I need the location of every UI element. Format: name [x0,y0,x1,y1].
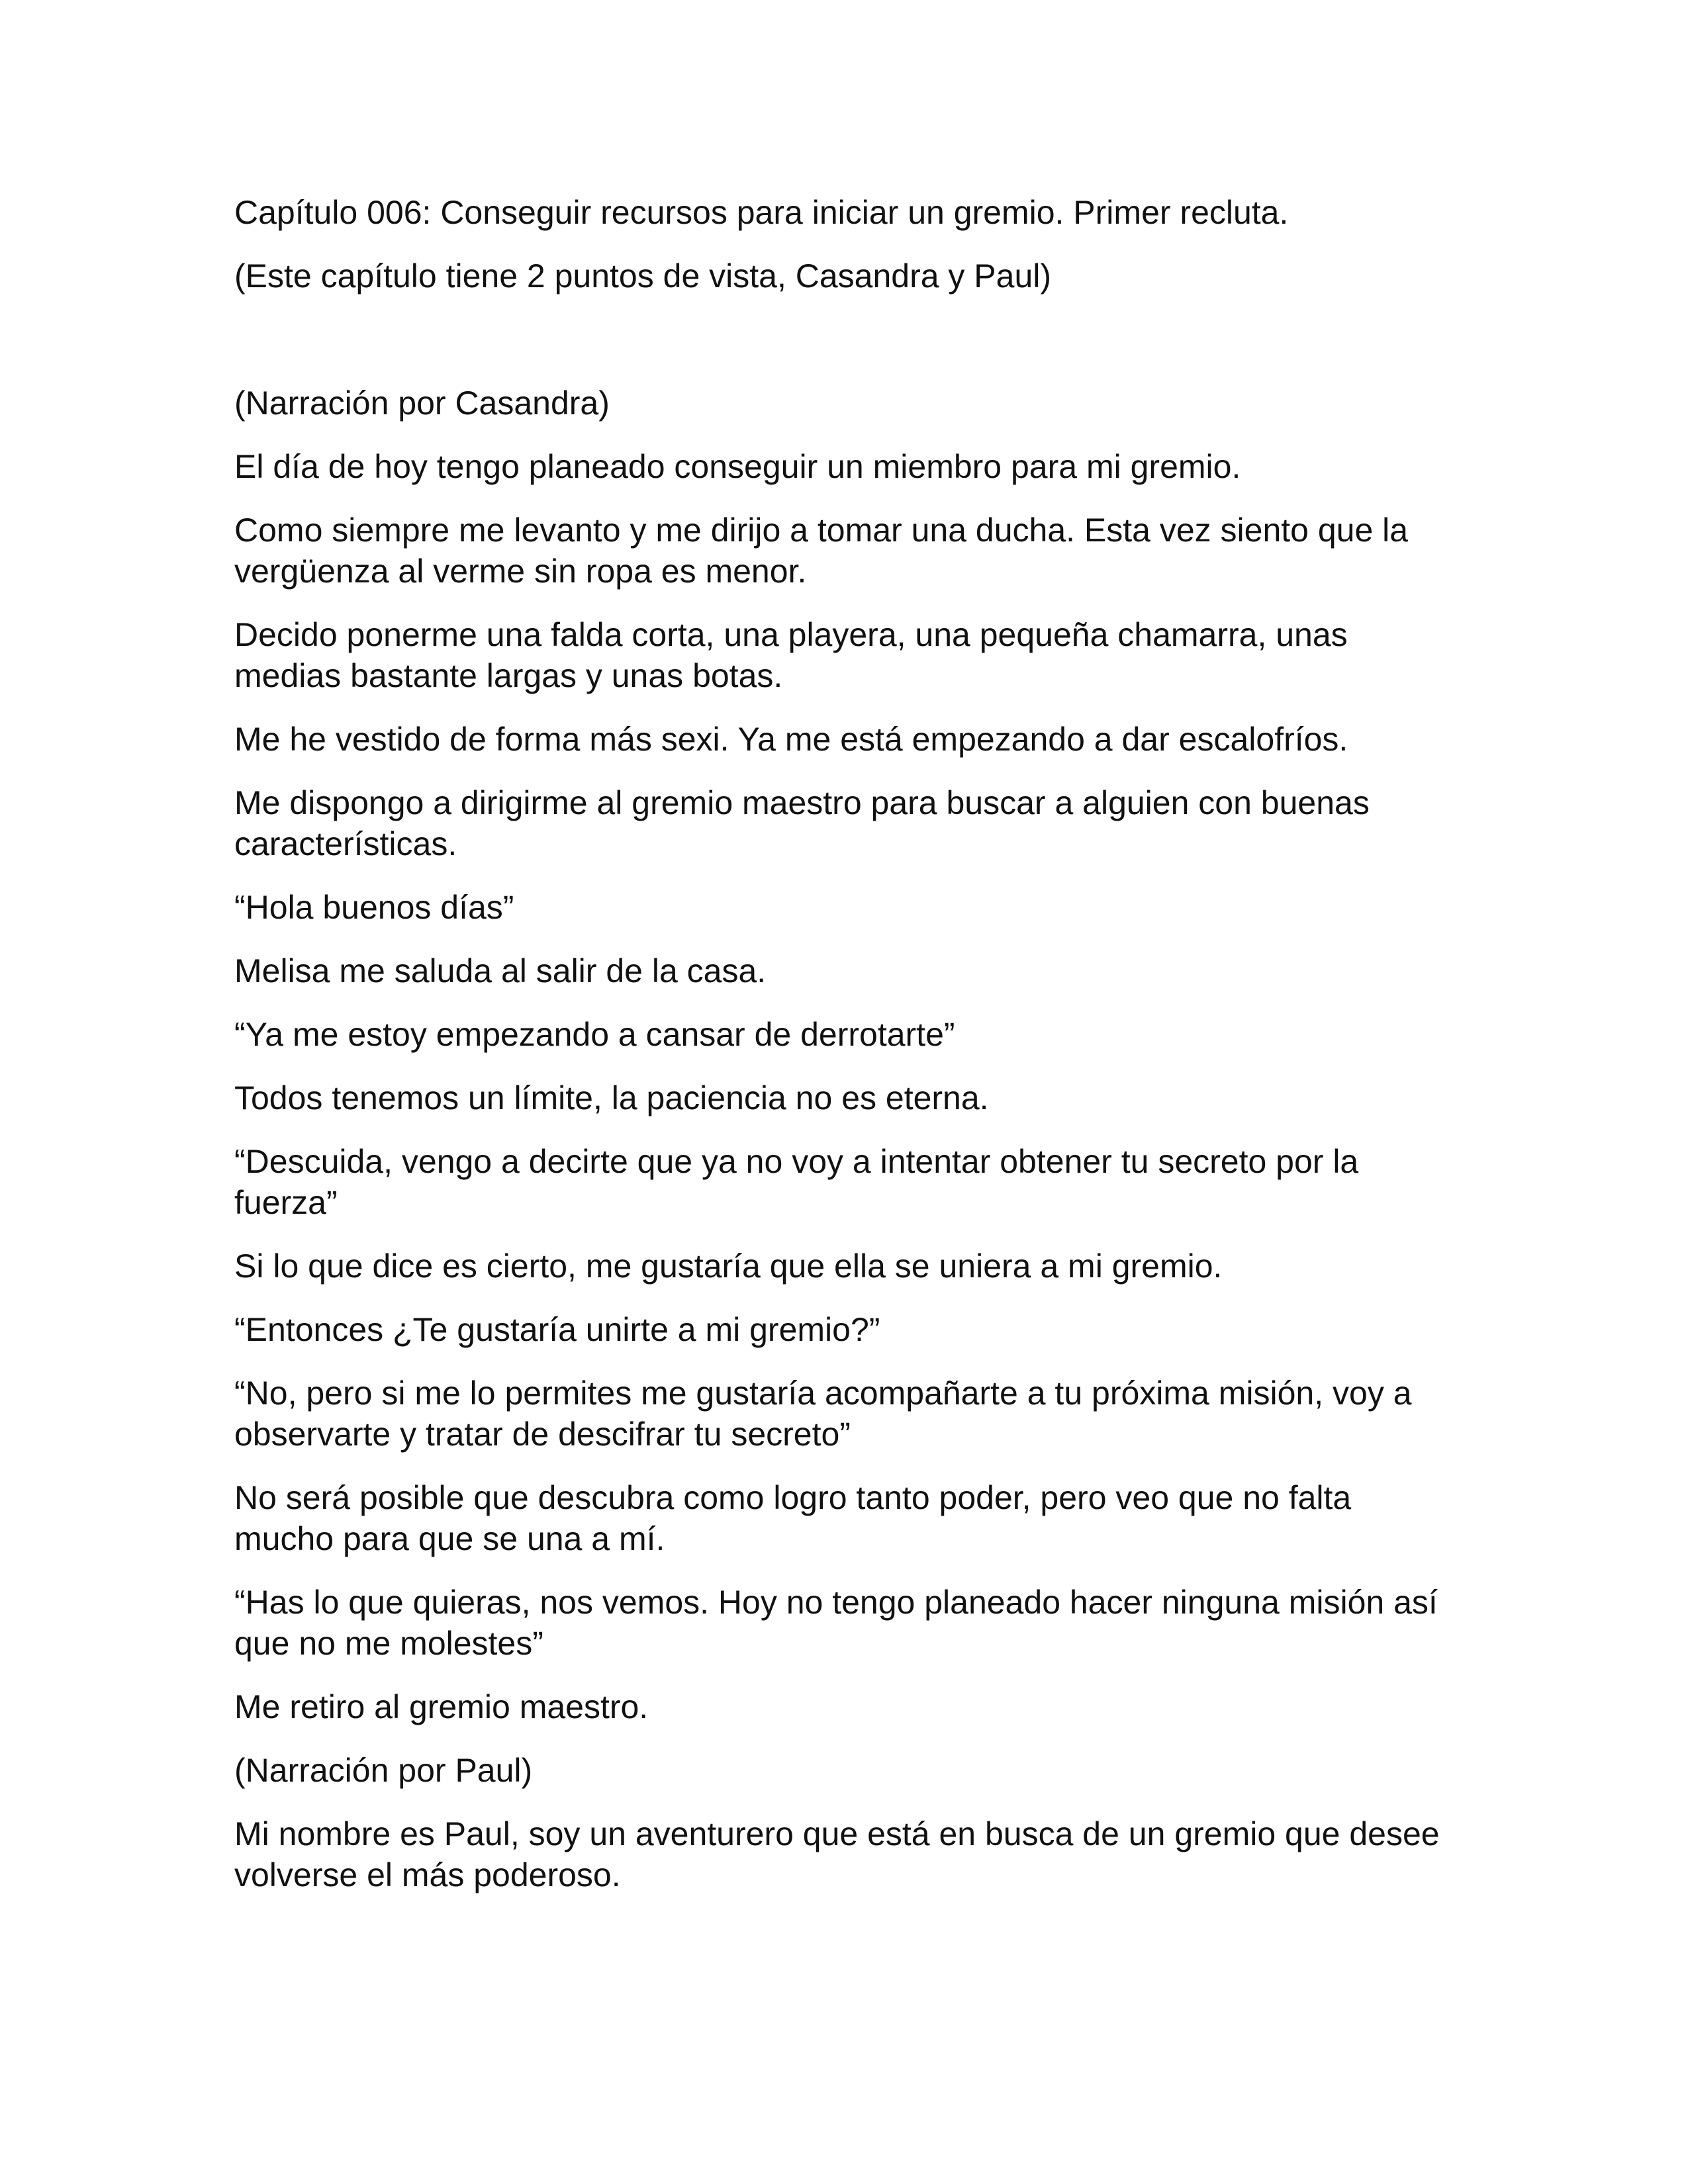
paragraph: El día de hoy tengo planeado conseguir un miembro para mi gremio. [234,448,1241,485]
paragraph: Me dispongo a dirigirme al gremio maestro para buscar a alguien con buenas características. [234,784,1370,862]
paragraph: “Ya me estoy empezando a cansar de derrotarte” [234,1016,955,1053]
chapter-title: Capítulo 006: Conseguir recursos para iniciar un gremio. Primer recluta. [234,194,1289,231]
paragraph: No será posible que descubra como logro tanto poder, pero veo que no falta mucho para que se una a mí. [234,1479,1352,1557]
paragraph: Mi nombre es Paul, soy un aventurero que está en busca de un gremio que desee volverse el más poderoso. [234,1815,1440,1893]
document-page [234,192,1452,1895]
paragraph: “Hola buenos días” [234,889,514,926]
paragraph: Me he vestido de forma más sexi. Ya me está empezando a dar escalofríos. [234,721,1348,758]
paragraph: Melisa me saluda al salir de la casa. [234,952,767,989]
paragraph: Todos tenemos un límite, la paciencia no es eterna. [234,1079,989,1116]
paragraph: (Narración por Casandra) [234,385,610,422]
paragraph: Si lo que dice es cierto, me gustaría que ella se uniera a mi gremio. [234,1248,1223,1285]
paragraph: “Entonces ¿Te gustaría unirte a mi gremio?” [234,1311,880,1348]
chapter-note: (Este capítulo tiene 2 puntos de vista, Casandra y Paul) [234,257,1052,295]
paragraph: (Narración por Paul) [234,1752,533,1789]
paragraph: “Has lo que quieras, nos vemos. Hoy no tengo planeado hacer ninguna misión así que no me molestes” [234,1584,1438,1662]
paragraph: Decido ponerme una falda corta, una playera, una pequeña chamarra, unas medias bastante largas y unas botas. [234,616,1348,694]
paragraph: “Descuida, vengo a decirte que ya no voy a intentar obtener tu secreto por la fuerza” [234,1143,1359,1221]
paragraph: “No, pero si me lo permites me gustaría acompañarte a tu próxima misión, voy a observarte y tratar de descifrar tu secreto” [234,1375,1412,1453]
paragraph: Como siempre me levanto y me dirijo a tomar una ducha. Esta vez siento que la vergüenza al verme sin ropa es menor. [234,512,1409,590]
paragraph: Me retiro al gremio maestro. [234,1688,649,1725]
